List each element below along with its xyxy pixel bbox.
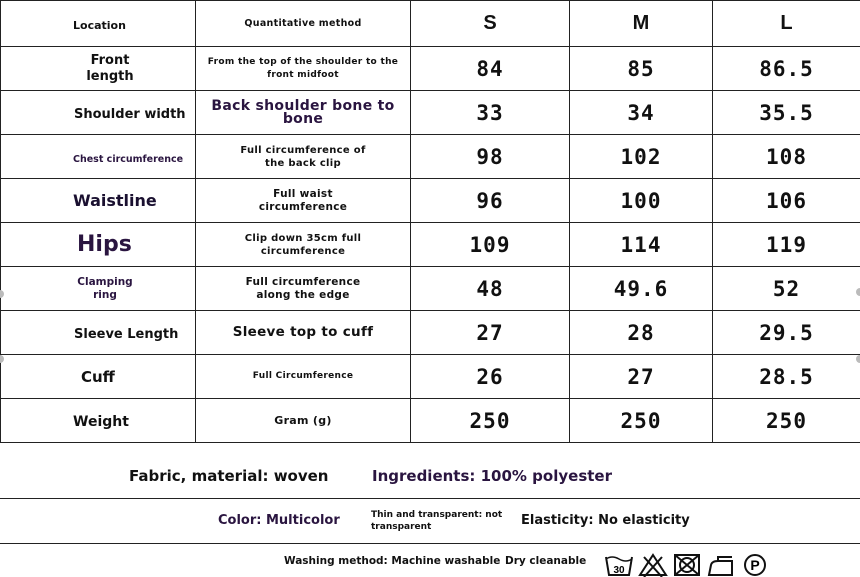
row-method: Gram (g) — [200, 414, 406, 427]
row-method: Full circumference along the edge — [241, 276, 366, 302]
iron-icon — [706, 553, 736, 577]
row-value-m: 34 — [627, 101, 654, 125]
table-row — [1, 91, 860, 135]
row-value-s: 48 — [476, 277, 503, 301]
row-value-s: 250 — [470, 409, 511, 433]
no-bleach-icon — [638, 553, 668, 577]
header-method: Quantitative method — [243, 17, 363, 30]
row-value-s: 27 — [476, 321, 503, 345]
row-value-s: 26 — [476, 365, 503, 389]
row-location: Waistline — [73, 191, 157, 210]
row-value-l: 35.5 — [759, 101, 814, 125]
care-icons — [604, 553, 770, 577]
table-row — [1, 267, 860, 311]
footer-fabric-row — [0, 453, 860, 499]
table-row — [1, 135, 860, 179]
header-location-cell — [1, 1, 196, 47]
row-method: Full waist circumference — [253, 188, 353, 214]
row-value-m: 28 — [627, 321, 654, 345]
row-value-m: 49.6 — [614, 277, 669, 301]
row-location: Sleeve Length — [74, 327, 178, 342]
row-method: Clip down 35cm full circumference — [243, 232, 363, 258]
row-value-m: 102 — [621, 145, 662, 169]
header-m-cell — [570, 1, 713, 47]
dry-clean-p-icon — [740, 553, 770, 577]
row-value-l: 29.5 — [759, 321, 814, 345]
row-method: Full Circumference — [200, 370, 406, 383]
row-method: Back shoulder bone to bone — [200, 100, 406, 126]
table-row — [1, 399, 860, 443]
header-location: Location — [73, 19, 126, 32]
row-value-l: 250 — [766, 409, 807, 433]
footer-color-row — [0, 499, 860, 544]
row-location: Hips — [77, 232, 132, 257]
elasticity-text: Elasticity: No elasticity — [521, 513, 690, 528]
row-value-s: 96 — [476, 189, 503, 213]
row-value-l: 119 — [766, 233, 807, 257]
row-value-l: 86.5 — [759, 57, 814, 81]
row-location: Chest circumference — [73, 154, 183, 165]
dry-cleanable-text: Dry cleanable — [505, 555, 586, 567]
wash-30-icon — [604, 553, 634, 577]
header-method-cell — [196, 1, 411, 47]
table-row — [1, 179, 860, 223]
row-value-m: 27 — [627, 365, 654, 389]
row-value-s: 98 — [476, 145, 503, 169]
row-location: Weight — [73, 414, 129, 430]
row-location: Shoulder width — [74, 107, 186, 122]
header-size-m: M — [633, 12, 650, 34]
row-value-l: 106 — [766, 189, 807, 213]
table-row — [1, 223, 860, 267]
no-tumble-dry-icon — [672, 553, 702, 577]
row-method: Sleeve top to cuff — [200, 326, 406, 339]
wash-temp: 30 — [613, 565, 625, 576]
table-row — [1, 355, 860, 399]
row-value-s: 84 — [476, 57, 503, 81]
header-size-s: S — [483, 12, 496, 34]
row-value-m: 85 — [627, 57, 654, 81]
header-s-cell — [411, 1, 570, 47]
row-value-s: 109 — [470, 233, 511, 257]
row-method: From the top of the shoulder to the front midfoot — [200, 56, 406, 82]
thin-transparent-text: Thin and transparent: not transparent — [371, 509, 506, 533]
row-value-m: 114 — [621, 233, 662, 257]
row-method: Full circumference of the back clip — [233, 144, 373, 170]
row-value-l: 28.5 — [759, 365, 814, 389]
ingredients-text: Ingredients: 100% polyester — [372, 467, 612, 485]
row-value-s: 33 — [476, 101, 503, 125]
table-row — [1, 311, 860, 355]
fabric-text: Fabric, material: woven — [129, 467, 329, 485]
table-row — [1, 47, 860, 91]
row-location: Cuff — [81, 368, 115, 386]
header-l-cell — [713, 1, 860, 47]
row-value-m: 250 — [621, 409, 662, 433]
row-value-l: 52 — [773, 277, 800, 301]
row-location: Front length — [75, 53, 145, 85]
row-value-m: 100 — [621, 189, 662, 213]
row-location: Clamping ring — [75, 276, 135, 302]
table-header-row — [1, 1, 860, 47]
edge-dot — [856, 288, 860, 296]
washing-method-text: Washing method: Machine washable — [284, 555, 500, 567]
row-value-l: 108 — [766, 145, 807, 169]
edge-dot — [856, 355, 860, 363]
color-text: Color: Multicolor — [218, 513, 340, 528]
header-size-l: L — [780, 12, 792, 34]
dry-clean-letter: P — [750, 557, 759, 573]
